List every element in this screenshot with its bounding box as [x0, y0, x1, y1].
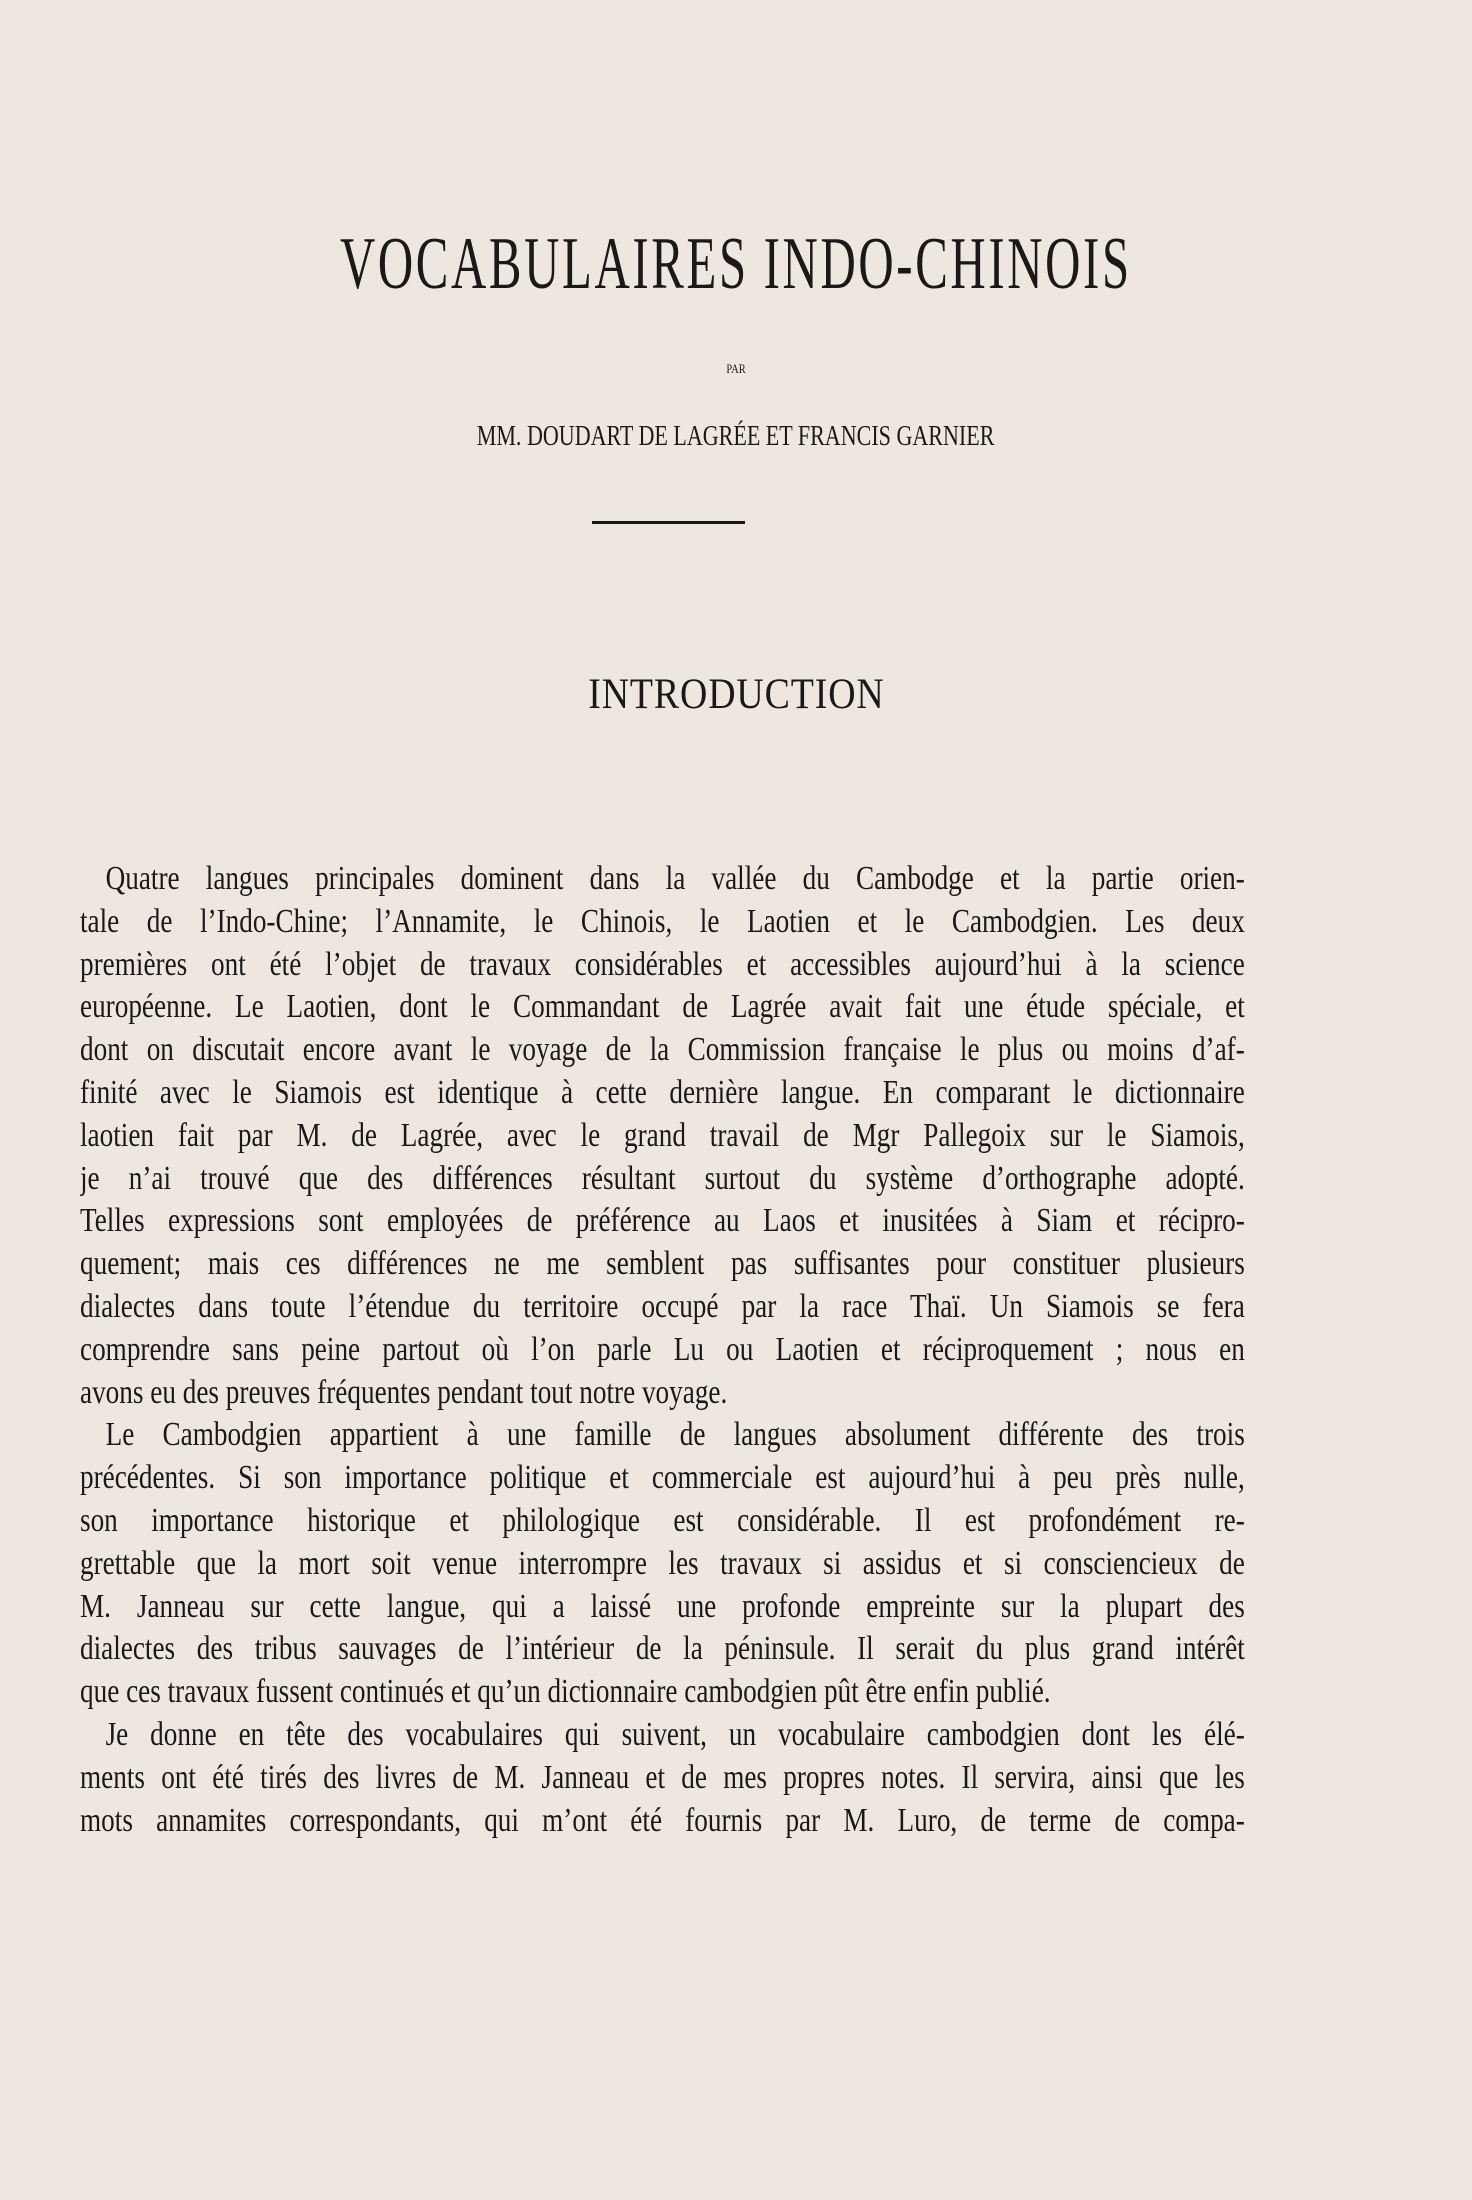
body-text	[80, 858, 1245, 1842]
paragraph	[80, 858, 1245, 1414]
text-line: Telles expressions sont employées de préférence au Laos et inusitées à Siam et récipro-	[80, 1202, 1245, 1240]
text-line: précédentes. Si son importance politique et commerciale est aujourd’hui à peu près nulle,	[80, 1459, 1245, 1497]
document-title	[0, 222, 1472, 307]
text-line: mots annamites correspondants, qui m’ont été fournis par M. Luro, de terme de compa-	[80, 1801, 1245, 1839]
text-line: Quatre langues principales dominent dans la vallée du Cambodge et la partie orien-	[105, 860, 1245, 897]
title-text: VOCABULAIRES INDO-CHINOIS	[340, 223, 1132, 305]
authors-text: MM. DOUDART DE LAGRÉE ET FRANCIS GARNIER	[477, 420, 995, 452]
text-line: finité avec le Siamois est identique à cette dernière langue. En comparant le dictionnaire	[80, 1073, 1245, 1111]
text-line: dialectes des tribus sauvages de l’intérieur de la péninsule. Il serait du plus grand intérêt	[80, 1630, 1245, 1668]
byline-par-text: PAR	[726, 361, 746, 376]
section-heading-text: INTRODUCTION	[587, 671, 885, 718]
section-heading	[0, 670, 1472, 719]
authors	[0, 420, 1472, 453]
paragraph	[80, 1714, 1245, 1842]
text-line: européenne. Le Laotien, dont le Commandant de Lagrée avait fait une étude spéciale, et	[80, 988, 1245, 1026]
text-line: Je donne en tête des vocabulaires qui suivent, un vocabulaire cambodgien dont les élé-	[105, 1715, 1245, 1753]
text-line: que ces travaux fussent continués et qu’un dictionnaire cambodgien pût être enfin publié.	[80, 1673, 1051, 1711]
text-line: Le Cambodgien appartient à une famille de langues absolument différente des trois	[105, 1416, 1245, 1454]
text-line: laotien fait par M. de Lagrée, avec le grand travail de Mgr Pallegoix sur le Siamois,	[80, 1116, 1245, 1154]
text-line: premières ont été l’objet de travaux considérables et accessibles aujourd’hui à la science	[80, 945, 1245, 983]
text-line: tale de l’Indo-Chine; l’Annamite, le Chinois, le Laotien et le Cambodgien. Les deux	[80, 902, 1245, 940]
text-line: quement; mais ces différences ne me semblent pas suffisantes pour constituer plusieurs	[80, 1245, 1245, 1283]
text-line: M. Janneau sur cette langue, qui a laissé une profonde empreinte sur la plupart des	[80, 1587, 1245, 1625]
divider-rule	[592, 521, 745, 524]
text-line: son importance historique et philologique est considérable. Il est profondément re-	[80, 1501, 1245, 1539]
text-line: comprendre sans peine partout où l’on parle Lu ou Laotien et réciproquement ; nous en	[80, 1330, 1245, 1368]
text-line: dialectes dans toute l’étendue du territoire occupé par la race Thaï. Un Siamois se fera	[80, 1287, 1245, 1325]
text-line: avons eu des preuves fréquentes pendant tout notre voyage.	[80, 1373, 728, 1411]
paragraph	[80, 1414, 1245, 1714]
text-line: je n’ai trouvé que des différences résultant surtout du système d’orthographe adopté.	[80, 1159, 1245, 1197]
text-line: dont on discutait encore avant le voyage de la Commission française le plus ou moins d’af-	[80, 1031, 1245, 1069]
text-line: ments ont été tirés des livres de M. Janneau et de mes propres notes. Il servira, ainsi que les	[80, 1758, 1245, 1796]
byline-par	[0, 360, 1472, 378]
text-line: grettable que la mort soit venue interrompre les travaux si assidus et si consciencieux de	[80, 1544, 1245, 1582]
